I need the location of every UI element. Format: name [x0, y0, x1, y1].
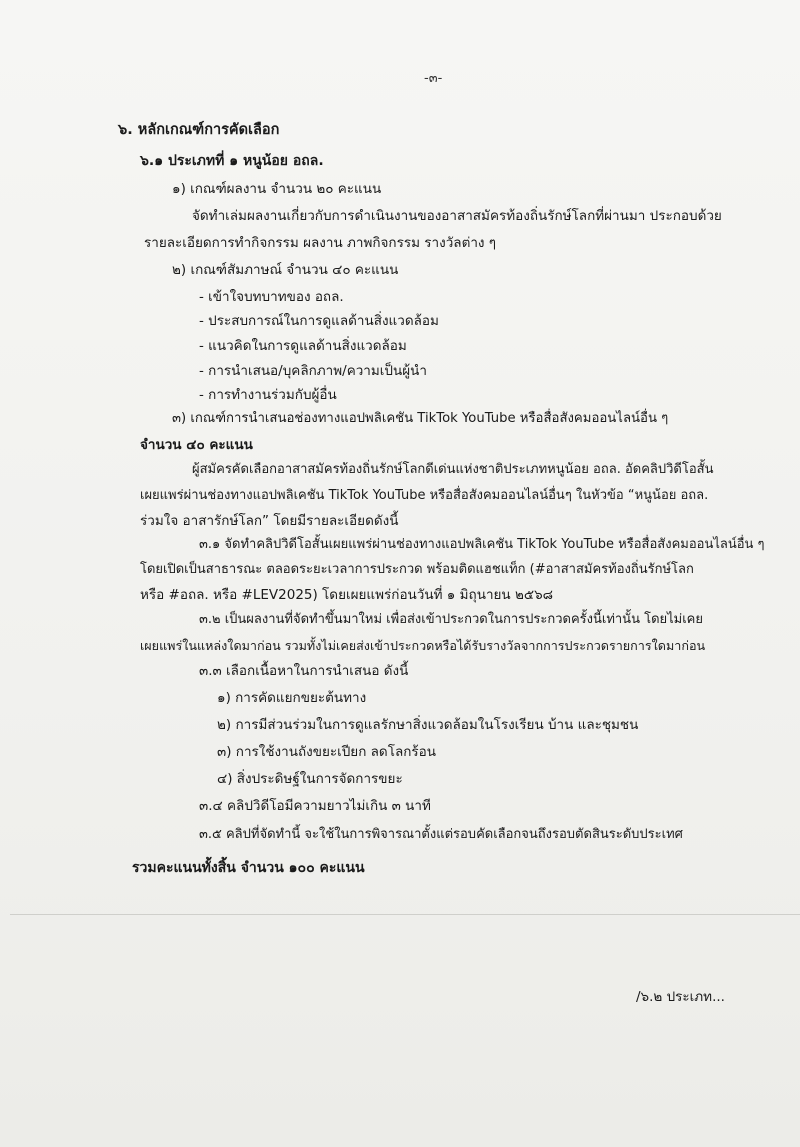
criterion-3-4: ๓.๔ คลิปวิดีโอมีความยาวไม่เกิน ๓ นาที: [199, 798, 431, 814]
criterion-1-line-1: จัดทำเล่มผลงานเกี่ยวกับการดำเนินงานของอาสาสมัครท้องถิ่นรักษ์โลกที่ผ่านมา ประกอบด้วย: [192, 208, 722, 224]
criterion-3-intro-line-2: เผยแพร่ผ่านช่องทางแอปพลิเคชัน TikTok YouTube หรือสื่อสังคมออนไลน์อื่นๆ ในหัวข้อ “หนูน้อย อถล.: [140, 488, 709, 503]
criterion-1-line-2: รายละเอียดการทำกิจกรรม ผลงาน ภาพกิจกรรม รางวัลต่าง ๆ: [144, 235, 497, 251]
subsection-heading: ๖.๑ ประเภทที่ ๑ หนูน้อย อถล.: [140, 153, 324, 169]
content-option: ๒) การมีส่วนร่วมในการดูแลรักษาสิ่งแวดล้อมในโรงเรียน บ้าน และชุมชน: [217, 717, 639, 733]
page-number: -๓-: [424, 71, 443, 86]
criterion-3-2-line-1: ๓.๒ เป็นผลงานที่จัดทำขึ้นมาใหม่ เพื่อส่งเข้าประกวดในการประกวดครั้งนี้เท่านั้น โดยไม่เคย: [199, 612, 703, 627]
criterion-3-intro-line-1: ผู้สมัครคัดเลือกอาสาสมัครท้องถิ่นรักษ์โลกดีเด่นแห่งชาติประเภทหนูน้อย อถล. อัดคลิปวิดีโอสั้น: [192, 462, 714, 477]
criterion-3-5: ๓.๕ คลิปที่จัดทำนี้ จะใช้ในการพิจารณาตั้งแต่รอบคัดเลือกจนถึงรอบตัดสินระดับประเทศ: [199, 827, 683, 842]
criterion-3-2-line-2: เผยแพร่ในแหล่งใดมาก่อน รวมทั้งไม่เคยส่งเข้าประกวดหรือได้รับรางวัลจากการประกวดรายการใดมาก่อน: [140, 638, 706, 653]
content-option: ๔) สิ่งประดิษฐ์ในการจัดการขยะ: [217, 771, 403, 787]
criterion-3-3-title: ๓.๓ เลือกเนื้อหาในการนำเสนอ ดังนี้: [199, 663, 409, 679]
divider: [10, 914, 800, 915]
criterion-2-item: - ประสบการณ์ในการดูแลด้านสิ่งแวดล้อม: [199, 313, 439, 329]
criterion-3-intro-line-3: ร่วมใจ อาสารักษ์โลก” โดยมีรายละเอียดดังนี้: [140, 513, 399, 529]
criterion-1-title: ๑) เกณฑ์ผลงาน จำนวน ๒๐ คะแนน: [172, 181, 382, 197]
content-option: ๑) การคัดแยกขยะต้นทาง: [217, 690, 367, 706]
criterion-3-1-line-1: ๓.๑ จัดทำคลิปวิดีโอสั้นเผยแพร่ผ่านช่องทางแอปพลิเคชัน TikTok YouTube หรือสื่อสังคมออนไลน์อื่น ๆ: [199, 537, 765, 552]
criterion-3-title-line-1: ๓) เกณฑ์การนำเสนอช่องทางแอปพลิเคชัน TikTok YouTube หรือสื่อสังคมออนไลน์อื่น ๆ: [172, 411, 669, 426]
total-score: รวมคะแนนทั้งสิ้น จำนวน ๑๐๐ คะแนน: [132, 860, 365, 876]
criterion-3-title-line-2: จำนวน ๔๐ คะแนน: [140, 437, 253, 453]
criterion-3-1-line-3: หรือ #อถล. หรือ #LEV2025) โดยเผยแพร่ก่อนวันที่ ๑ มิถุนายน ๒๕๖๘: [140, 587, 554, 603]
criterion-2-item: - การทำงานร่วมกับผู้อื่น: [199, 387, 337, 403]
section-heading: ๖. หลักเกณฑ์การคัดเลือก: [118, 122, 280, 138]
criterion-2-item: - เข้าใจบทบาทของ อถล.: [199, 289, 344, 305]
continuation-note: /๖.๒ ประเภท...: [636, 989, 725, 1005]
criterion-3-1-line-2: โดยเปิดเป็นสาธารณะ ตลอดระยะเวลาการประกวด พร้อมติดแฮชแท็ก (#อาสาสมัครท้องถิ่นรักษ์โลก: [140, 562, 694, 577]
criterion-2-title: ๒) เกณฑ์สัมภาษณ์ จำนวน ๔๐ คะแนน: [172, 262, 399, 278]
content-option: ๓) การใช้งานถังขยะเปียก ลดโลกร้อน: [217, 744, 436, 760]
criterion-2-item: - การนำเสนอ/บุคลิกภาพ/ความเป็นผู้นำ: [199, 363, 427, 379]
criterion-2-item: - แนวคิดในการดูแลด้านสิ่งแวดล้อม: [199, 338, 407, 354]
